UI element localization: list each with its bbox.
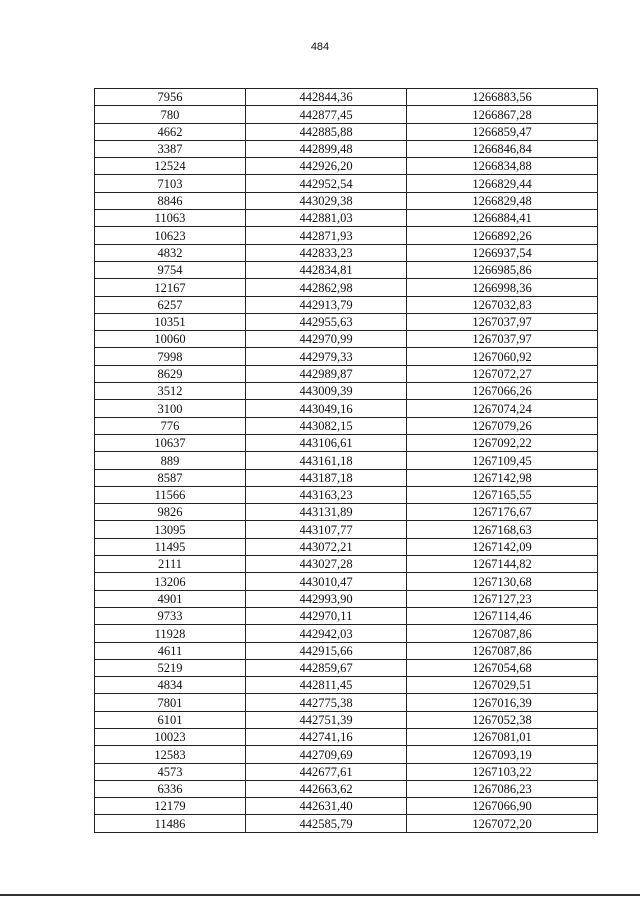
y-coordinate-cell: 1267142,09 (407, 538, 598, 555)
table-row (95, 261, 598, 278)
y-coordinate-cell: 1267103,22 (407, 763, 598, 780)
x-coordinate-cell: 442862,98 (246, 279, 407, 296)
y-coordinate-cell: 1266937,54 (407, 244, 598, 261)
y-coordinate-cell: 1267037,97 (407, 331, 598, 348)
table-row (95, 694, 598, 711)
y-coordinate-cell: 1267144,82 (407, 556, 598, 573)
point-number-cell: 889 (95, 452, 246, 469)
x-coordinate-cell: 442881,03 (246, 210, 407, 227)
point-number-cell: 5219 (95, 659, 246, 676)
point-number-cell: 12179 (95, 798, 246, 815)
coordinates-table-body (95, 89, 598, 833)
x-coordinate-cell: 442663,62 (246, 780, 407, 797)
point-number-cell: 9754 (95, 261, 246, 278)
point-number-cell: 13206 (95, 573, 246, 590)
point-number-cell: 8629 (95, 365, 246, 382)
x-coordinate-cell: 442915,66 (246, 642, 407, 659)
y-coordinate-cell: 1266998,36 (407, 279, 598, 296)
x-coordinate-cell: 442677,61 (246, 763, 407, 780)
table-row (95, 279, 598, 296)
y-coordinate-cell: 1267060,92 (407, 348, 598, 365)
x-coordinate-cell: 442877,45 (246, 106, 407, 123)
y-coordinate-cell: 1267168,63 (407, 521, 598, 538)
y-coordinate-cell: 1266985,86 (407, 261, 598, 278)
point-number-cell: 776 (95, 417, 246, 434)
point-number-cell: 11566 (95, 486, 246, 503)
x-coordinate-cell: 443163,23 (246, 486, 407, 503)
point-number-cell: 3100 (95, 400, 246, 417)
x-coordinate-cell: 443009,39 (246, 383, 407, 400)
table-row (95, 538, 598, 555)
y-coordinate-cell: 1267081,01 (407, 728, 598, 745)
point-number-cell: 4662 (95, 123, 246, 140)
x-coordinate-cell: 442751,39 (246, 711, 407, 728)
y-coordinate-cell: 1267092,22 (407, 434, 598, 451)
point-number-cell: 10023 (95, 728, 246, 745)
point-number-cell: 7998 (95, 348, 246, 365)
point-number-cell: 12583 (95, 746, 246, 763)
point-number-cell: 4573 (95, 763, 246, 780)
x-coordinate-cell: 442859,67 (246, 659, 407, 676)
y-coordinate-cell: 1266846,84 (407, 140, 598, 157)
point-number-cell: 4901 (95, 590, 246, 607)
point-number-cell: 11495 (95, 538, 246, 555)
point-number-cell: 10623 (95, 227, 246, 244)
table-row (95, 677, 598, 694)
point-number-cell: 12167 (95, 279, 246, 296)
y-coordinate-cell: 1267114,46 (407, 607, 598, 624)
table-row (95, 590, 598, 607)
y-coordinate-cell: 1267176,67 (407, 504, 598, 521)
point-number-cell: 11063 (95, 210, 246, 227)
table-row (95, 573, 598, 590)
x-coordinate-cell: 442631,40 (246, 798, 407, 815)
y-coordinate-cell: 1267142,98 (407, 469, 598, 486)
y-coordinate-cell: 1266884,41 (407, 210, 598, 227)
table-row (95, 728, 598, 745)
table-row (95, 711, 598, 728)
table-row (95, 140, 598, 157)
x-coordinate-cell: 442899,48 (246, 140, 407, 157)
point-number-cell: 6101 (95, 711, 246, 728)
point-number-cell: 8587 (95, 469, 246, 486)
table-row (95, 227, 598, 244)
x-coordinate-cell: 442970,11 (246, 607, 407, 624)
y-coordinate-cell: 1266829,48 (407, 192, 598, 209)
table-row (95, 469, 598, 486)
y-coordinate-cell: 1266892,26 (407, 227, 598, 244)
point-number-cell: 9733 (95, 607, 246, 624)
x-coordinate-cell: 442871,93 (246, 227, 407, 244)
y-coordinate-cell: 1267165,55 (407, 486, 598, 503)
table-row (95, 556, 598, 573)
point-number-cell: 10351 (95, 313, 246, 330)
x-coordinate-cell: 442993,90 (246, 590, 407, 607)
x-coordinate-cell: 442844,36 (246, 89, 407, 106)
x-coordinate-cell: 442942,03 (246, 625, 407, 642)
page-number: 484 (310, 41, 330, 53)
table-row (95, 659, 598, 676)
y-coordinate-cell: 1267066,26 (407, 383, 598, 400)
bottom-scan-rule (0, 894, 640, 896)
y-coordinate-cell: 1267072,27 (407, 365, 598, 382)
x-coordinate-cell: 442913,79 (246, 296, 407, 313)
table-row (95, 607, 598, 624)
point-number-cell: 11486 (95, 815, 246, 832)
table-row (95, 313, 598, 330)
table-row (95, 192, 598, 209)
point-number-cell: 8846 (95, 192, 246, 209)
table-row (95, 383, 598, 400)
x-coordinate-cell: 442834,81 (246, 261, 407, 278)
point-number-cell: 780 (95, 106, 246, 123)
point-number-cell: 7103 (95, 175, 246, 192)
table-row (95, 625, 598, 642)
table-row (95, 244, 598, 261)
table-row (95, 365, 598, 382)
y-coordinate-cell: 1267029,51 (407, 677, 598, 694)
point-number-cell: 6336 (95, 780, 246, 797)
x-coordinate-cell: 442709,69 (246, 746, 407, 763)
x-coordinate-cell: 442833,23 (246, 244, 407, 261)
x-coordinate-cell: 442979,33 (246, 348, 407, 365)
table-row (95, 642, 598, 659)
x-coordinate-cell: 443027,28 (246, 556, 407, 573)
point-number-cell: 10060 (95, 331, 246, 348)
table-row (95, 89, 598, 106)
y-coordinate-cell: 1267130,68 (407, 573, 598, 590)
coordinates-table (94, 88, 598, 833)
y-coordinate-cell: 1267093,19 (407, 746, 598, 763)
table-row (95, 158, 598, 175)
x-coordinate-cell: 443187,18 (246, 469, 407, 486)
point-number-cell: 7801 (95, 694, 246, 711)
y-coordinate-cell: 1267127,23 (407, 590, 598, 607)
x-coordinate-cell: 442775,38 (246, 694, 407, 711)
table-row (95, 746, 598, 763)
x-coordinate-cell: 443131,89 (246, 504, 407, 521)
x-coordinate-cell: 443106,61 (246, 434, 407, 451)
x-coordinate-cell: 443161,18 (246, 452, 407, 469)
point-number-cell: 4834 (95, 677, 246, 694)
table-row (95, 210, 598, 227)
y-coordinate-cell: 1266834,88 (407, 158, 598, 175)
point-number-cell: 3387 (95, 140, 246, 157)
point-number-cell: 10637 (95, 434, 246, 451)
point-number-cell: 6257 (95, 296, 246, 313)
table-row (95, 434, 598, 451)
y-coordinate-cell: 1267054,68 (407, 659, 598, 676)
x-coordinate-cell: 443049,16 (246, 400, 407, 417)
x-coordinate-cell: 442926,20 (246, 158, 407, 175)
table-row (95, 296, 598, 313)
point-number-cell: 9826 (95, 504, 246, 521)
table-row (95, 331, 598, 348)
point-number-cell: 12524 (95, 158, 246, 175)
table-row (95, 798, 598, 815)
point-number-cell: 2111 (95, 556, 246, 573)
point-number-cell: 4832 (95, 244, 246, 261)
y-coordinate-cell: 1266867,28 (407, 106, 598, 123)
table-row (95, 504, 598, 521)
y-coordinate-cell: 1267072,20 (407, 815, 598, 832)
x-coordinate-cell: 443010,47 (246, 573, 407, 590)
table-row (95, 452, 598, 469)
table-row (95, 417, 598, 434)
table-row (95, 175, 598, 192)
y-coordinate-cell: 1267037,97 (407, 313, 598, 330)
y-coordinate-cell: 1266829,44 (407, 175, 598, 192)
table-row (95, 763, 598, 780)
x-coordinate-cell: 442970,99 (246, 331, 407, 348)
x-coordinate-cell: 443072,21 (246, 538, 407, 555)
y-coordinate-cell: 1267079,26 (407, 417, 598, 434)
y-coordinate-cell: 1267087,86 (407, 642, 598, 659)
table-row (95, 780, 598, 797)
y-coordinate-cell: 1266883,56 (407, 89, 598, 106)
x-coordinate-cell: 442811,45 (246, 677, 407, 694)
x-coordinate-cell: 442885,88 (246, 123, 407, 140)
y-coordinate-cell: 1266859,47 (407, 123, 598, 140)
table-row (95, 106, 598, 123)
point-number-cell: 13095 (95, 521, 246, 538)
point-number-cell: 7956 (95, 89, 246, 106)
table-row (95, 521, 598, 538)
y-coordinate-cell: 1267016,39 (407, 694, 598, 711)
y-coordinate-cell: 1267074,24 (407, 400, 598, 417)
y-coordinate-cell: 1267087,86 (407, 625, 598, 642)
x-coordinate-cell: 443082,15 (246, 417, 407, 434)
table-row (95, 815, 598, 832)
x-coordinate-cell: 442989,87 (246, 365, 407, 382)
y-coordinate-cell: 1267109,45 (407, 452, 598, 469)
point-number-cell: 4611 (95, 642, 246, 659)
x-coordinate-cell: 442955,63 (246, 313, 407, 330)
point-number-cell: 3512 (95, 383, 246, 400)
x-coordinate-cell: 442952,54 (246, 175, 407, 192)
y-coordinate-cell: 1267052,38 (407, 711, 598, 728)
table-row (95, 486, 598, 503)
x-coordinate-cell: 442585,79 (246, 815, 407, 832)
y-coordinate-cell: 1267066,90 (407, 798, 598, 815)
x-coordinate-cell: 443107,77 (246, 521, 407, 538)
table-row (95, 348, 598, 365)
x-coordinate-cell: 443029,38 (246, 192, 407, 209)
table-row (95, 123, 598, 140)
x-coordinate-cell: 442741,16 (246, 728, 407, 745)
point-number-cell: 11928 (95, 625, 246, 642)
table-row (95, 400, 598, 417)
y-coordinate-cell: 1267086,23 (407, 780, 598, 797)
y-coordinate-cell: 1267032,83 (407, 296, 598, 313)
